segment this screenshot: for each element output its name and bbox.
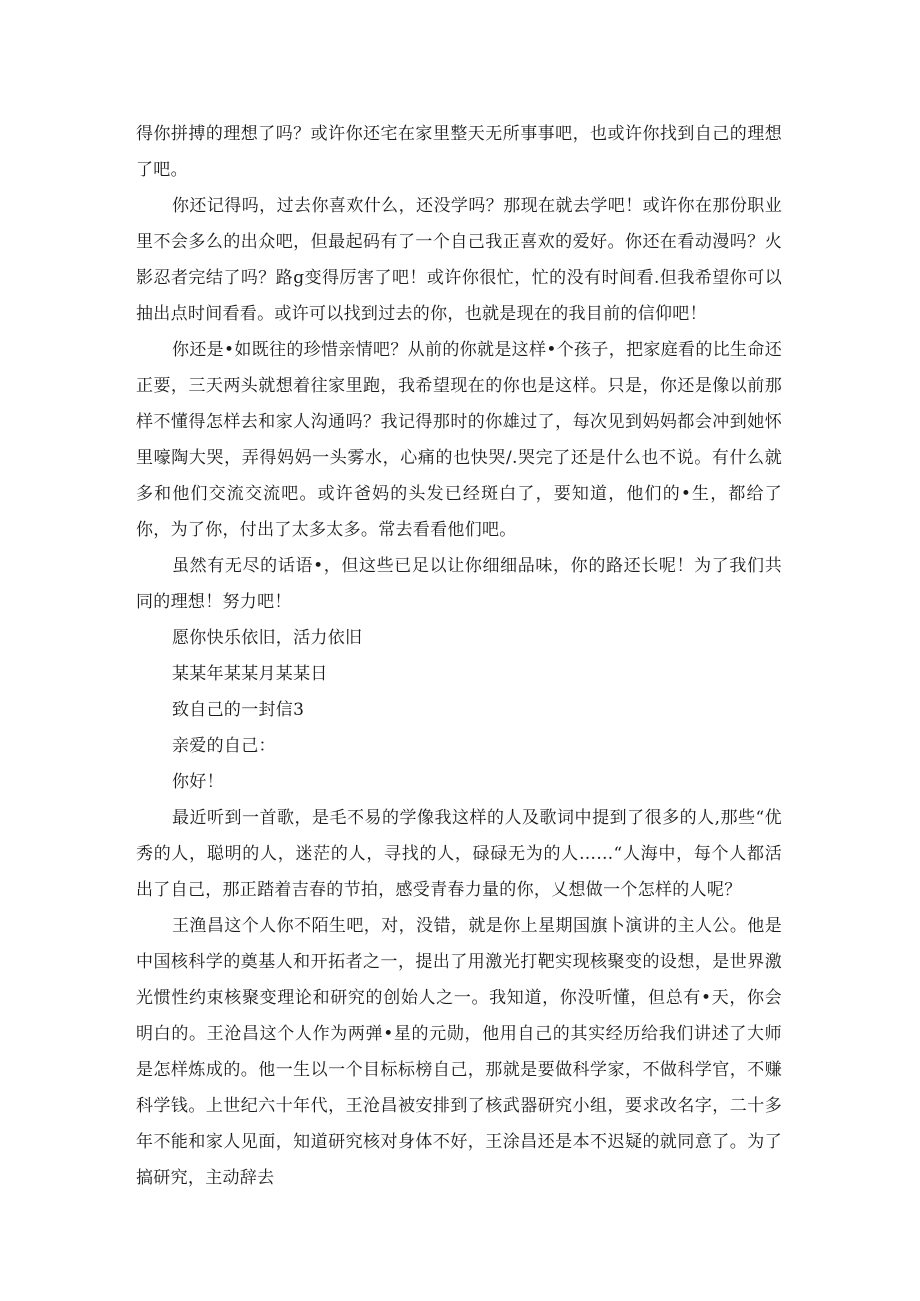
paragraph-3: 你还是•如既往的珍惜亲情吧？从前的你就是这样•个孩子，把家庭看的比生命还正要，三天两头就想着往家里跑，我希望现在的你也是这样。只是，你还是像以前那样不懂得怎样去和家人沟通吗？我记得那时的你雄过了，每次见到妈妈都会冲到她怀里嚎陶大哭，弄得妈妈一头雾水，心痛的也快哭/.哭完了还是什么也不说。有什么就多和他们交流交流吧。或许爸妈的头发已经斑白了，要知道，他们的•生，都给了你，为了你，付出了太多太多。常去看看他们吧。: [136, 340, 782, 540]
greeting: 你好！: [172, 772, 224, 792]
date-line: 某某年某某月某某日: [172, 664, 328, 684]
paragraph-10: 最近听到一首歌，是毛不易的学像我这样的人及歌词中提到了很多的人,那些“优秀的人，聪明的人，迷茫的人，寻找的人，碌碌无为的人……“人海中，每个人都活出了自己，那正踏着吉春的节拍，感受青春力量的你，乂想做一个怎样的人呢？: [136, 808, 782, 900]
document-body: [136, 116, 782, 1196]
paragraph-1: 得你拼搏的理想了吗？或许你还宅在家里整天无所事事吧，也或许你找到自己的理想了吧。: [136, 124, 782, 180]
salutation: 亲爱的自己：: [172, 736, 276, 756]
letter-title: 致自己的一封信3: [172, 700, 305, 720]
paragraph-4: 虽然有无尽的话语•，但这些已足以让你细细品味，你的路还长呢！为了我们共同的理想！努力吧！: [136, 556, 782, 612]
paragraph-11: 王渔昌这个人你不陌生吧，对，没错，就是你上星期国旗卜演讲的主人公。他是中国核科学的奠基人和开拓者之一，提出了用激光打靶实现核聚变的设想，是世界激光惯性约束核聚变理论和研究的创始人之一。我知道，你没听懂，但总有•天，你会明白的。王沧昌这个人作为两弹•星的元勋，他用自己的其实经历给我们讲述了大师是怎样炼成的。他一生以一个目标标榜自己，那就是要做科学家，不做科学官，不赚科学钱。上世纪六十年代，王沧昌被安排到了核武器研究小组，要求改名字，二十多年不能和家人见面，知道研究核对身体不好，王涂昌还是本不迟疑的就同意了。为了搞研究，主动辞去: [136, 916, 782, 1188]
closing-wish: 愿你快乐依旧，活力依旧: [172, 628, 363, 648]
paragraph-2: 你还记得吗，过去你喜欢什么，还没学吗？那现在就去学吧！或许你在那份职业里不会多么的出众吧，但最起码有了一个自己我正喜欢的爱好。你还在看动漫吗？火影忍者完结了吗？路g变得厉害了吧！或许你很忙，忙的没有时间看.但我希望你可以抽出点时间看看。或许可以找到过去的你，也就是现在的我目前的信仰吧！: [136, 196, 782, 324]
